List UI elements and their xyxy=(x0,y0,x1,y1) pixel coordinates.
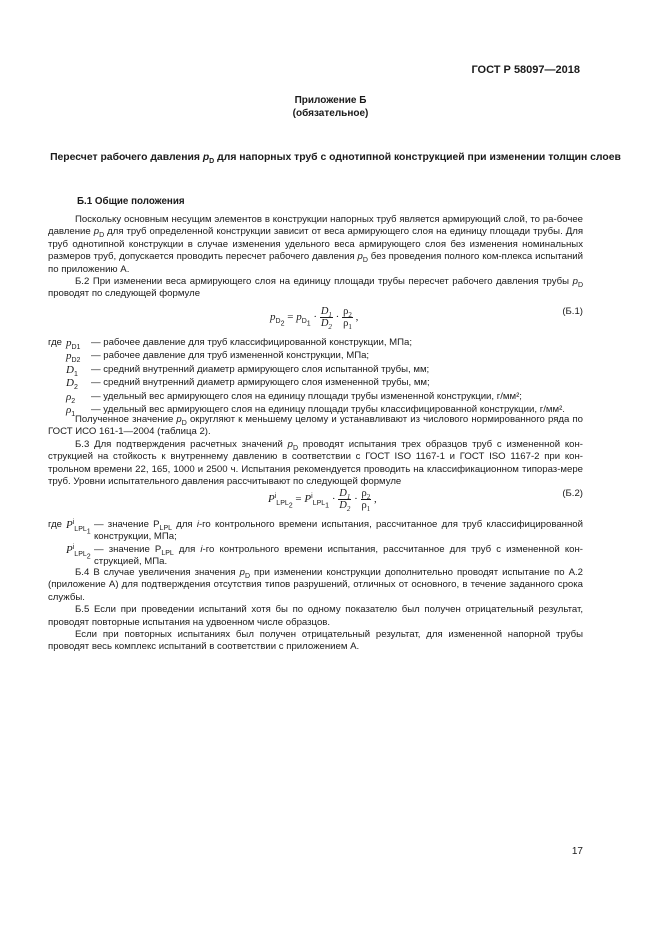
definition-text: — рабочее давление для труб классифицированной конструкции, МПа; xyxy=(91,337,413,348)
paragraph-b5: Б.5 Если при проведении испытаний хотя бы по одному показателю был получен отрицательный результат, проводят повторные испытания на удвоенном числе образцов. xyxy=(48,604,583,628)
definition-row xyxy=(48,377,583,390)
definition-row xyxy=(48,391,583,404)
definition-symbol: $p_{D2}$ xyxy=(66,350,81,365)
definition-row xyxy=(48,544,583,569)
definition-text: — рабочее давление для труб измененной конструкции, МПа; xyxy=(91,350,370,362)
definition-text: — удельный вес армирующего слоя на единицу площади трубы измененной конструкции, г/мм²; xyxy=(91,390,522,402)
document-number: ГОСТ Р 58097—2018 xyxy=(471,64,580,76)
paragraph-b3: Полученное значение $p_D$ округляют к меньшему целому и устанавливают из числового нормированного ряда по ГОСТ ИСО 161-1—2004 (таблица 2). Б.3 Для подтверждения расчетных значений $p_D$ проводят испытания трех образцов труб с измененной кон-струкцией на стойкость к внутреннему давлению в соответствии с ГОСТ ISO 1167-1 и ГОСТ ISO 1167-2 при кон-трольном времени 22, 165, 1000 и 2500 ч. Испытания рекомендуется проводить на классификационном типораз-мере труб. Уровни испытательного давления рассчитывают по следующей формуле xyxy=(48,414,583,488)
formula-b2-number: (Б.2) xyxy=(562,488,583,499)
definition-row xyxy=(48,364,583,377)
definition-symbol: $p_{D1}$ xyxy=(66,337,81,351)
definition-lead: где xyxy=(48,519,63,530)
definition-text: — удельный вес армирующего слоя на единицу площади трубы классифицированной конструкции, г/мм². xyxy=(91,404,565,416)
definition-text: — средний внутренний диаметр армирующего слоя испытанной трубы, мм; xyxy=(91,363,430,375)
subsection-title: Б.1 Общие положения xyxy=(77,196,185,207)
definition-symbol: $\rho_1$ xyxy=(66,404,76,418)
definition-symbol: $D_2$ xyxy=(66,377,78,392)
definition-row xyxy=(48,337,583,350)
definition-row xyxy=(48,519,583,544)
title-text-2: для напорных труб с однотипной конструкцией при изменении толщин слоев xyxy=(214,152,621,163)
title-symbol-sub: D xyxy=(209,158,215,166)
definition-text: — значение $P_{LPL}$ для i-го контрольного времени испытания, рассчитанное для труб классифицированной конструкции, МПа; xyxy=(94,519,583,543)
definitions-b2 xyxy=(48,519,583,569)
title-symbol: p xyxy=(202,152,210,163)
definition-symbol: $D_1$ xyxy=(66,363,78,378)
section-title xyxy=(50,151,621,165)
paragraph-retest: Если при повторных испытаниях был получен отрицательный результат, для измененной напорной трубы проводят весь комплекс испытаний в соответствии с приложением А. xyxy=(48,629,583,653)
appendix-heading xyxy=(0,94,661,120)
paragraph-b4-b5: Б.4 В случае увеличения значения $p_D$ при изменении конструкции дополнительно проводят испытание по А.2 (приложение А) для подтверждения отсутствия типов разрушений, отличных от основного, в течение заданного срока службы. Б.5 Если при проведении испытаний хотя бы по одному показателю был получен отрицательный результат, проводят повторные испытания на удвоенном числе образцов. Если при повторных испытаниях был получен отрицательный результат, для измененной напорной трубы проводят весь комплекс испытаний в соответствии с приложением А. xyxy=(48,567,583,653)
definition-text: — значение $P_{LPL}$ для i-го контрольного времени испытания, рассчитанное для труб с измененной кон-струкцией, МПа. xyxy=(94,543,583,568)
page-number: 17 xyxy=(571,846,583,857)
paragraph-general: Поскольку основным несущим элементов в конструкции напорных труб является армирующий слой, то ра-бочее давление $p_D$ для труб определенной конструкции зависит от веса армирующего слоя на единицу площади трубы. Для труб однотипной конструкции в случае изменения удельного веса армирующего слоя без изменения номинальных размеров труб, допускается проводить пересчет рабочего давления $p_D$ без проведения полного ком-плекса испытаний по приложению А. Б.2 При изменении веса армирующего слоя на единицу площади трубы пересчет рабочего давления трубы $p_D$ проводят по следующей формуле xyxy=(48,214,584,300)
formula-b1-number: (Б.1) xyxy=(562,306,583,317)
definition-row xyxy=(48,350,583,363)
appendix-title: Приложение Б xyxy=(294,95,367,106)
definition-symbol: $P^i_{LPL_2}$ xyxy=(66,543,91,561)
definitions-b1 xyxy=(48,337,583,417)
definition-symbol: $\rho_2$ xyxy=(66,390,76,405)
definition-text: — средний внутренний диаметр армирующего слоя измененной трубы, мм; xyxy=(91,377,430,389)
definition-symbol: $P^i_{LPL_1}$ xyxy=(66,518,91,536)
appendix-status: (обязательное) xyxy=(292,108,369,119)
definition-lead: где xyxy=(48,337,63,348)
title-text-1: Пересчет рабочего давления xyxy=(50,152,203,163)
